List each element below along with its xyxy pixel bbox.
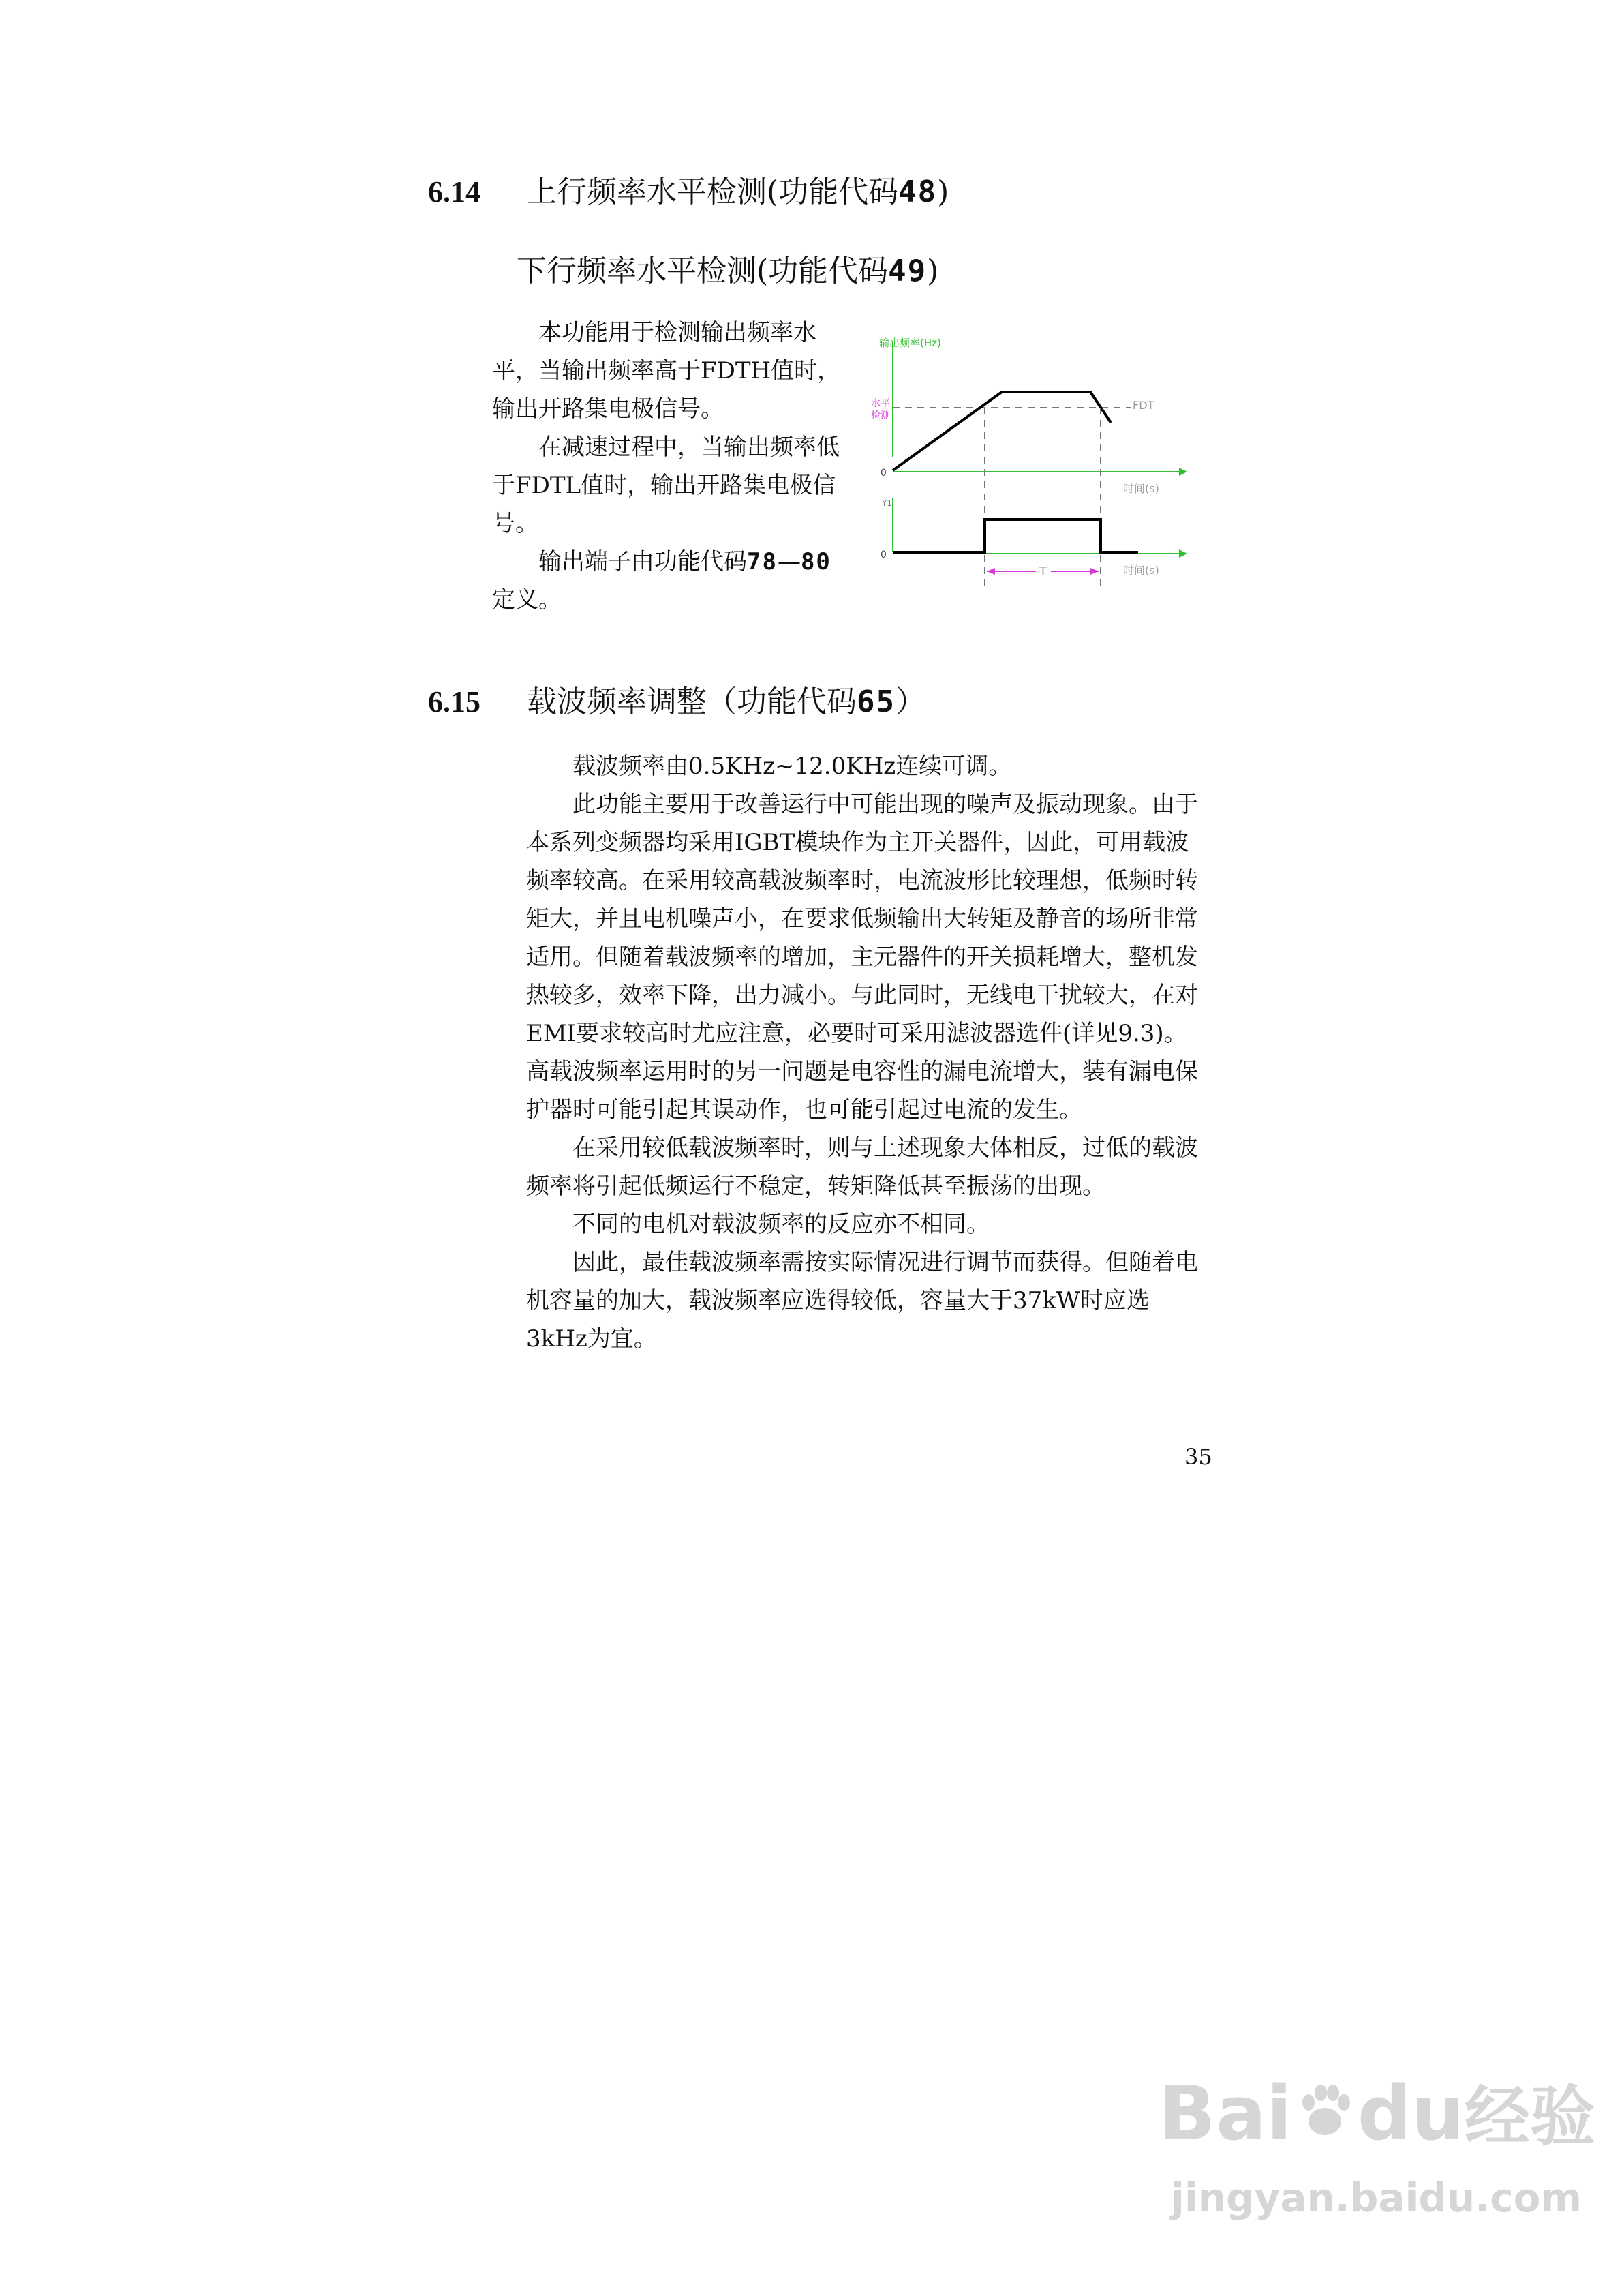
section-6-14-heading — [428, 172, 949, 213]
paw-icon — [1292, 2079, 1358, 2145]
level-label: 水平 — [871, 398, 890, 409]
t-label: T — [1039, 564, 1047, 579]
page-number: 35 — [1184, 1444, 1212, 1470]
t-arrow-left — [987, 568, 995, 575]
paragraph: 此功能主要用于改善运行中可能出现的噪声及振动现象。由于本系列变频器均采用IGBT模块作为主开关器件，因此，可用载波频率较高。在采用较高载波频率时，电流波形比较理想，低频时转矩大，并且电机噪声小，在要求低频输出大转矩及静音的场所非常适用。但随着载波频率的增加，主元器件的开关损耗增大，整机发热较多，效率下降，出力减小。与此同时，无线电干扰较大，在对EMI要求较高时尤应注意，必要时可采用滤波器选件(详见9.3)。高载波频率运用时的另一问题是电容性的漏电流增大，装有漏电保护器时可能引起其误动作，也可能引起过电流的发生。 — [526, 791, 1198, 1123]
function-code: 80 — [800, 548, 831, 575]
frequency-detection-diagram — [866, 320, 1234, 593]
x-axis-arrow — [1179, 549, 1187, 558]
heading-text: 上行频率水平检测(功能代码 — [527, 175, 899, 209]
brand-cn: 经验 — [1464, 2079, 1595, 2155]
paragraph: 在减速过程中，当输出频率低于FDTL值时，输出开路集电极信号。 — [492, 434, 840, 537]
text: 输出端子由功能代码 — [538, 548, 747, 575]
function-code: 65 — [857, 684, 896, 719]
watermark-url: jingyan.baidu.com — [1171, 2175, 1582, 2221]
time-label-bottom: 时间(s) — [1123, 564, 1159, 577]
x-axis-arrow — [1179, 468, 1187, 476]
fdt-label: FDT — [1133, 399, 1154, 412]
detect-label: 检测 — [871, 410, 890, 421]
origin-label-bottom: 0 — [881, 549, 887, 560]
function-code: 49 — [888, 254, 928, 288]
dash: — — [777, 548, 801, 575]
origin-label-top: 0 — [881, 468, 887, 479]
heading-suffix: ） — [895, 684, 925, 719]
heading-text: 载波频率调整（功能代码 — [527, 684, 857, 719]
brand-text: Bai — [1159, 2070, 1292, 2157]
frequency-curve — [893, 392, 1111, 470]
section-6-15-heading — [428, 682, 925, 723]
function-code: 48 — [898, 175, 938, 209]
paragraph: 在采用较低载波频率时，则与上述现象大体相反，过低的载波频率将引起低频运行不稳定，转矩降低甚至振荡的出现。 — [526, 1134, 1198, 1200]
t-arrow-right — [1090, 568, 1099, 575]
text: 定义。 — [492, 586, 562, 614]
section-number: 6.15 — [428, 685, 480, 719]
section-6-14-body — [492, 314, 846, 619]
brand-text-end: du — [1357, 2070, 1465, 2157]
time-label-top: 时间(s) — [1123, 482, 1159, 495]
output-pulse — [893, 519, 1138, 552]
y-axis-label: 输出频率(Hz) — [879, 337, 941, 349]
section-number: 6.14 — [428, 175, 480, 209]
function-code: 78 — [747, 548, 778, 575]
heading-text: 下行频率水平检测(功能代码 — [517, 254, 889, 288]
section-6-15-body — [526, 747, 1208, 1358]
paragraph — [492, 543, 846, 619]
paragraph: 因此，最佳载波频率需按实际情况进行调节而获得。但随着电机容量的加大，载波频率应选得较低，容量大于37kW时应选3kHz为宜。 — [526, 1249, 1198, 1353]
heading-suffix: ) — [927, 254, 939, 288]
y1-label: Y1 — [882, 498, 892, 508]
paragraph: 不同的电机对载波频率的反应亦不相同。 — [572, 1211, 990, 1238]
section-6-14-subheading — [517, 251, 938, 292]
paragraph: 本功能用于检测输出频率水平，当输出频率高于FDTH值时，输出开路集电极信号。 — [492, 319, 841, 423]
heading-suffix: ) — [937, 175, 949, 209]
paragraph: 载波频率由0.5KHz~12.0KHz连续可调。 — [572, 753, 1012, 780]
baidu-watermark-logo — [1159, 2072, 1595, 2158]
